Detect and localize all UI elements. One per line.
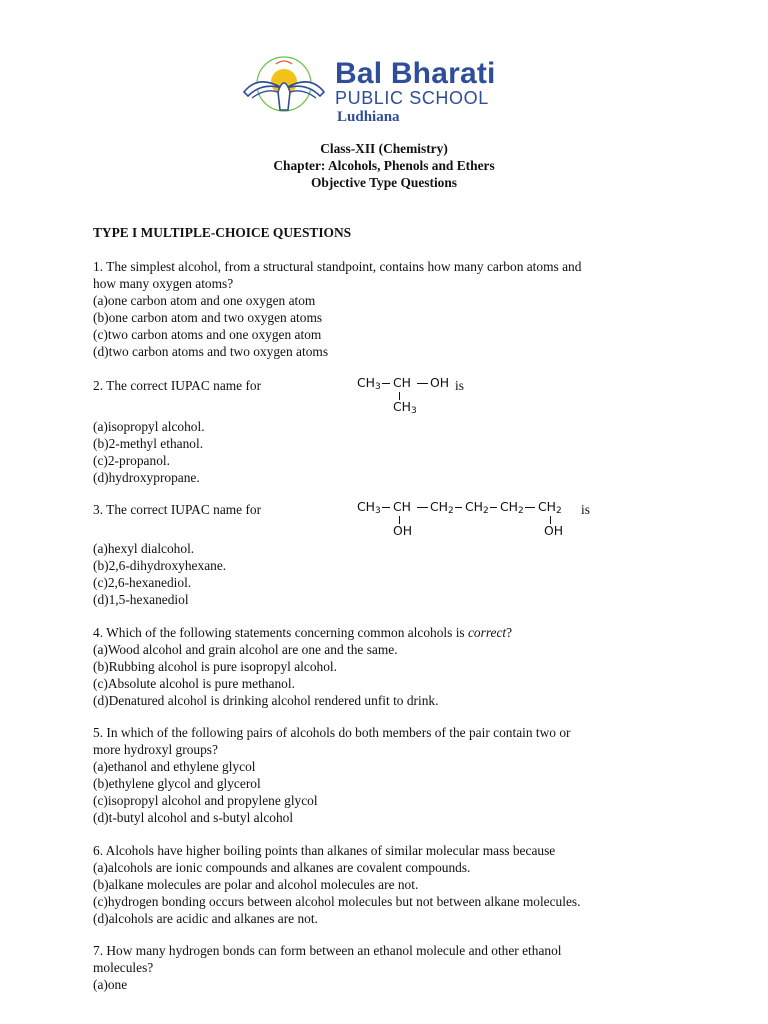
q2-bond-1 (382, 383, 390, 384)
q3-bond-1 (382, 507, 390, 508)
q6-option-a: (a)alcohols are ionic compounds and alkanes are covalent compounds. (93, 860, 471, 875)
q2-branch-ch3: $CH_3$ (393, 399, 417, 416)
q1-option-a: (a)one carbon atom and one oxygen atom (93, 293, 316, 308)
q7-stem-line1: 7. How many hydrogen bonds can form between an ethanol molecule and other ethanol (93, 943, 562, 958)
q3-bond-5 (525, 507, 535, 508)
school-name-line2: PUBLIC SCHOOL (335, 88, 489, 108)
q3-oh-right: OH (544, 523, 564, 538)
q2-stem: 2. The correct IUPAC name for (93, 378, 262, 393)
q3-oh-left: OH (393, 523, 413, 538)
school-location: Ludhiana (337, 109, 400, 125)
class-title: Class-XII (Chemistry) (320, 141, 448, 156)
q5-option-b: (b)ethylene glycol and glycerol (93, 776, 261, 791)
q4-option-d: (d)Denatured alcohol is drinking alcohol rendered unfit to drink. (93, 693, 439, 708)
q3-option-d: (d)1,5-hexanediol (93, 592, 189, 607)
q3-is: is (581, 502, 590, 517)
q3-ch3: $CH_3$ (357, 499, 381, 516)
q4-emphasis: correct (467, 625, 507, 640)
q1-option-c: (c)two carbon atoms and one oxygen atom (93, 327, 322, 342)
q3-option-c: (c)2,6-hexanediol. (93, 575, 192, 590)
q3-ch2-a: $CH_2$ (430, 499, 454, 516)
q4-option-c: (c)Absolute alcohol is pure methanol. (93, 676, 295, 691)
q2-option-a: (a)isopropyl alcohol. (93, 419, 205, 434)
q2-bond-2 (417, 383, 428, 384)
q3-stem: 3. The correct IUPAC name for (93, 502, 262, 517)
q4-option-a: (a)Wood alcohol and grain alcohol are one and the same. (93, 642, 398, 657)
q1-option-d: (d)two carbon atoms and two oxygen atoms (93, 344, 329, 359)
school-name (335, 57, 496, 126)
q4-option-b: (b)Rubbing alcohol is pure isopropyl alcohol. (93, 659, 337, 674)
q2-oh: OH (430, 375, 450, 390)
q1-option-b: (b)one carbon atom and two oxygen atoms (93, 310, 323, 325)
q1-stem-line2: how many oxygen atoms? (93, 276, 234, 291)
q5-option-d: (d)t-butyl alcohol and s-butyl alcohol (93, 810, 294, 825)
q3-ch2-b: $CH_2$ (465, 499, 489, 516)
q5-stem-line1: 5. In which of the following pairs of alcohols do both members of the pair contain two or (93, 725, 571, 740)
q3-option-a: (a)hexyl dialcohol. (93, 541, 195, 556)
q2-ch: CH (393, 375, 411, 390)
q6-stem: 6. Alcohols have higher boiling points than alkanes of similar molecular mass because (93, 843, 556, 858)
section-title: TYPE I MULTIPLE-CHOICE QUESTIONS (93, 225, 352, 240)
emblem-icon (244, 57, 324, 111)
q3-option-b: (b)2,6-dihydroxyhexane. (93, 558, 227, 573)
q3-bond-2 (417, 507, 428, 508)
question-type-title: Objective Type Questions (310, 175, 458, 190)
q5-stem-line2: more hydroxyl groups? (93, 742, 218, 757)
q3-bond-3 (455, 507, 462, 508)
q1-stem-line1: 1. The simplest alcohol, from a structural standpoint, contains how many carbon atoms and (93, 259, 582, 274)
q3-ch: CH (393, 499, 411, 514)
school-name-line1: Bal Bharati (335, 57, 496, 90)
q2-option-b: (b)2-methyl ethanol. (93, 436, 204, 451)
q2-option-d: (d)hydroxypropane. (93, 470, 200, 485)
q5-option-a: (a)ethanol and ethylene glycol (93, 759, 256, 774)
q4-stem: 4. Which of the following statements concerning common alcohols is correct? (93, 625, 513, 640)
q3-bond-4 (490, 507, 497, 508)
q2-option-c: (c)2-propanol. (93, 453, 170, 468)
chapter-title: Chapter: Alcohols, Phenols and Ethers (273, 158, 495, 173)
q3-ch2-d: $CH_2$ (538, 499, 562, 516)
q2-is: is (455, 378, 464, 393)
q2-ch3: $CH_3$ (357, 375, 381, 392)
q6-option-b: (b)alkane molecules are polar and alcohol molecules are not. (93, 877, 419, 892)
q6-option-d: (d)alcohols are acidic and alkanes are not. (93, 911, 318, 926)
q7-stem-line2: molecules? (93, 960, 154, 975)
document-header (0, 140, 768, 191)
q6-option-c: (c)hydrogen bonding occurs between alcohol molecules but not between alkane molecules. (93, 894, 581, 909)
q7-option-a: (a)one (93, 977, 128, 992)
q3-ch2-c: $CH_2$ (500, 499, 524, 516)
q5-option-c: (c)isopropyl alcohol and propylene glycol (93, 793, 318, 808)
